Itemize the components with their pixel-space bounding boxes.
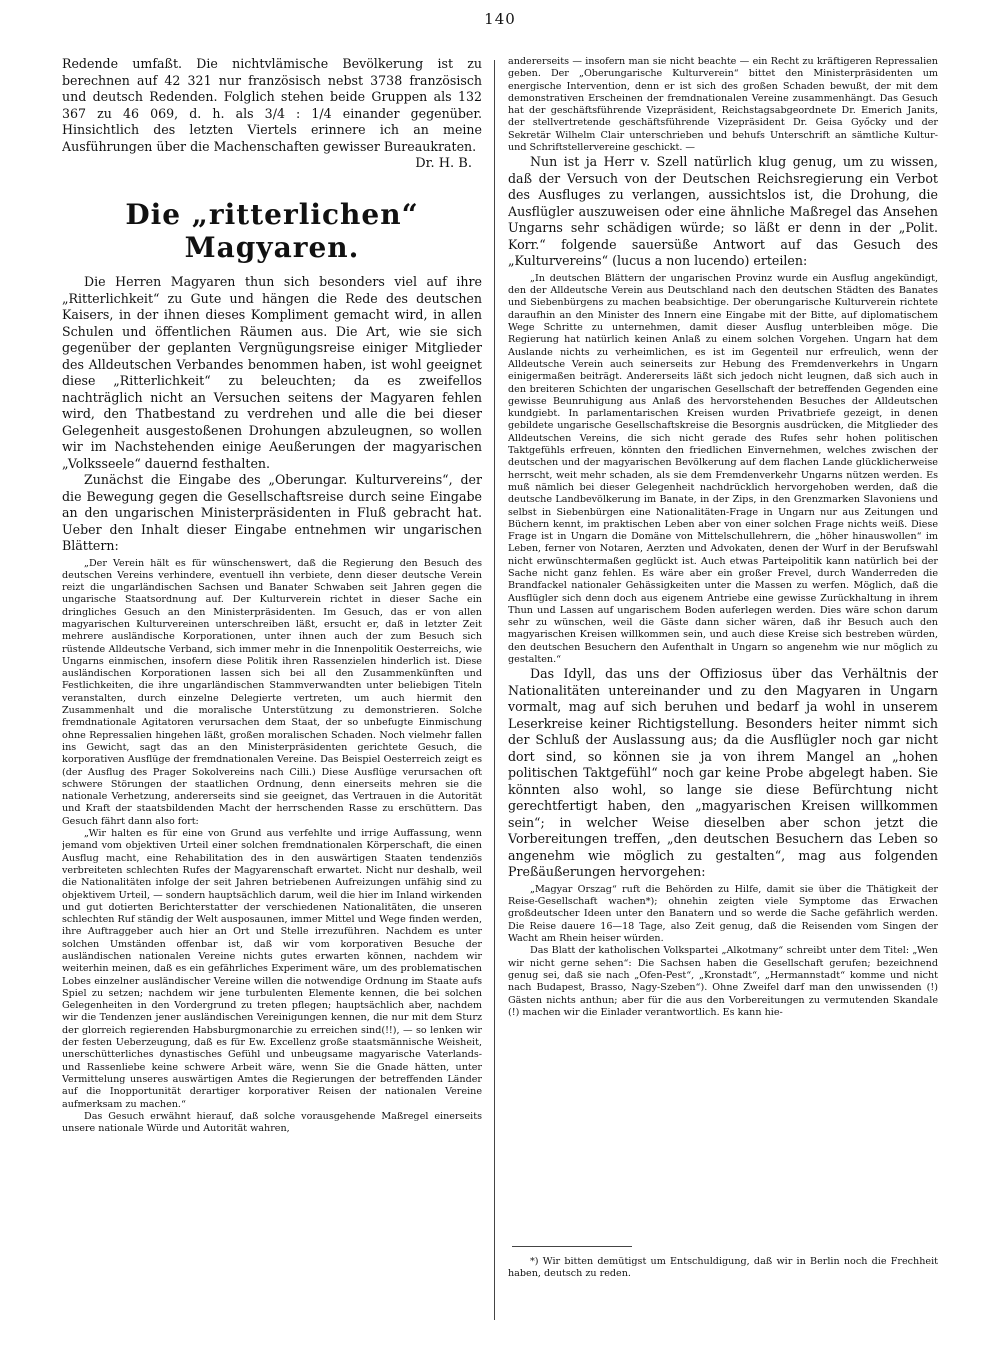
quote-2: „Wir halten es für eine von Grund aus verfehlte und irrige Auffassung, wenn jemand vom objektiven Urteil einer solchen fremdnationalen Körperschaft, die einen Ausflug macht, eine Rehabilitation des in den auswärtigen Staaten tendenziös verbreiteten schlechten Rufes der Magyarenschaft erwartet. Nicht nur deshalb, weil die Nationalitäten infolge der seit Jahren betriebenen Aufreizungen unfähig sind zu objektivem Urteil, — sondern hauptsächlich darum, weil die hier im Inland wirkenden und gut dotierten Berichterstatter der verschiedenen Nationalitäten, die unseren schlechten Ruf ständig der Welt ausposaunen, immer Mittel und Wege finden werden, ihre Auftraggeber auch hier an Ort und Stelle irrezuführen. Nachdem es unter solchen Umständen offenbar ist, daß wir vom korporativen Besuche der ausländischen nationalen Vereine nichts gutes erwarten können, nachdem wir weiterhin meinen, daß es ein gefährliches Experiment wäre, um des problematischen Lobes einzelner ausländischer Vereine willen die notwendige Ordnung im Staate aufs Spiel zu setzen; nachdem wir jene turbulenten Elemente kennen, die bei solchen Gelegenheiten in den Vordergrund zu treten pflegen; hauptsächlich aber, nachdem wir die Tendenzen jener ausländischen Vereinigungen kennen, die nur mit dem Sturz der glorreich regierenden Habsburgmonarchie zu erreichen sind(!!), — so lenken wir der festen Ueberzeugung, daß es für Ew. Excellenz große staatsmännische Weisheit, unerschütterliches dynastisches Gefühl und unbeugsame magyarische Vaterlands- und Rassenliebe keine schwere Arbeit wäre, wenn Sie die Gnade hätten, unter Vermittelung unseres auswärtigen Amtes die Regierungen der betreffenden Länder auf die Inopportunität derartiger korporativer Reisen der nationalen Vereine aufmerksam zu machen.“	[62, 828, 482, 1110]
quote-3: „In deutschen Blättern der ungarischen Provinz wurde ein Ausflug angekündigt, den der Alldeutsche Verein aus Deutschland nach den deutschen Städten des Banates und Siebenbürgens zu machen beabsichtige. Der oberungarische Kulturverein richtete daraufhin an den Minister des Innern eine Eingabe mit der Bitte, auf diplomatischem Wege Schritte zu unternehmen, damit dieser Ausflug unterbleiben möge. Die Regierung hat natürlich keinen Anlaß zu einem solchen Vorgehen. Ungarn hat dem Auslande nichts zu verheimlichen, es ist im Gegenteil nur erfreulich, wenn der Alldeutsche Verein auch seinerseits zur Hebung des Fremdenverkehrs in Ungarn einigermaßen beiträgt. Andererseits läßt sich jedoch nicht leugnen, daß sich auch in den breiteren Schichten der ungarischen Gesellschaft der betreffenden Gegenden eine gewisse Beunruhigung aus Anlaß des hervorstehenden Besuches der Alldeutschen kundgiebt. In parlamentarischen Kreisen wurden Privatbriefe gezeigt, in denen gebildete ungarische Gesellschaftskreise die Besorgnis ausdrücken, die Mitglieder des Alldeutschen Vereins, die sich nicht gerade des Rufes sehr hohen politischen Taktgefühls erfreuen, könnten den friedlichen Einvernehmen, welches zwischen der deutschen und der magyarischen Bevölkerung auf dem flachen Lande glücklicherweise herrscht, weit mehr schaden, als sie dem Fremdenverkehr Ungarns nützen werden. Es muß nämlich bei dieser Gelegenheit nachdrücklich hervorgehoben werden, daß die deutsche Landbevölkerung im Banate, in der Zips, in den Grenzmarken Slavoniens und selbst in Siebenbürgen eine Nationalitäten-Frage in Ungarn nur aus Zeitungen und Büchern kennt, im praktischen Leben aber von einer solchen Frage nichts weiß. Diese Frage ist in Ungarn die Domäne von Mittelschullehrern, die „höher hinauswollen“ im Leben, ferner von Notaren, Aerzten und Advokaten, denen der Wurf in der Berufswahl nicht erwünschtermaßen geglückt ist. Auch etwas Parteipolitik kann natürlich bei der Sache nicht ganz fehlen. Es wäre aber ein großer Frevel, durch Wanderreden die Brandfackel nationaler Gehässigkeiten unter die Massen zu werfen. Möglich, daß die Ausflügler sich denn doch aus eigenem Antriebe eine gewisse Zurückhaltung in ihrem Thun und Lassen auf ungarischem Boden auferlegen werden. Dies wäre schon darum sehr zu wünschen, weil die Gäste dann sicher wären, daß ihr Besuch auch den magyarischen Kreisen willkommen sein, und auch diese Kreise sich bestreben würden, den deutschen Besuchern den Aufenthalt in Ungarn so angenehm wie nur möglich zu gestalten.“	[508, 272, 938, 666]
paragraph-1: Die Herren Magyaren thun sich besonders viel auf ihre „Ritterlichkeit“ zu Gute und hängen die Rede des deutschen Kaisers, in der ihnen dieses Kompliment gemacht wird, in allen Schulen und öffentlichen Räumen aus. Die Art, wie sie sich gegenüber der geplanten Vergnügungsreise einiger Mitglieder des Alldeutschen Verbandes benommen haben, ist wohl geeignet diese „Ritterlichkeit“ zu beleuchten; da es zweifellos nachträglich nicht an Versuchen seitens der Magyaren fehlen wird, den Thatbestand zu verdrehen und alle die bei dieser Gelegenheit ausgestoßenen Drohungen abzuleugnen, so wollen wir im Nachstehenden einige Aeußerungen der magyarischen „Volksseele“ dauernd festhalten.	[62, 274, 482, 471]
intro-paragraph: Redende umfaßt. Die nichtvlämische Bevölkerung ist zu berechnen auf 42 321 nur französisch nebst 3738 französisch und deutsch Redenden. Folglich stehen beide Gruppen als 132 367 zu 46 069, d. h. als 3/4 : 1/4 einander gegenüber. Hinsichtlich des letzten Viertels erinnere ich an meine Ausführungen über die Machenschaften gewisser Bureaukraten.	[62, 56, 482, 154]
footnote: *) Wir bitten demütigst um Entschuldigung, daß wir in Berlin noch die Frechheit haben, deutsch zu reden.	[508, 1256, 938, 1280]
continuation-paragraph: andererseits — insofern man sie nicht beachte — ein Recht zu kräftigeren Repressalien geben. Der „Oberungarische Kulturverein“ bittet den Ministerpräsidenten um energische Intervention, denn er ist sich des großen Schaden bewußt, der mit dem demonstrativen Erscheinen der fremdnationalen Vereine zusammenhängt. Das Gesuch hat der geschäftsführende Vizepräsident, Reichstagsabgeordnete Dr. Emerich Janits, der stellvertretende geschäftsführende Vizepräsident Dr. Geisa Győcky und der Sekretär Wilhelm Clair unterschrieben und behufs Unterschrift an sämtliche Kultur- und Schriftstellervereine geschickt. —	[508, 56, 938, 154]
left-column	[62, 56, 482, 1316]
quote-1: „Der Verein hält es für wünschenswert, daß die Regierung den Besuch des deutschen Vereins verhindere, eventuell ihn verbiete, denn dieser deutsche Verein reizt die ungarländischen Sachsen und Banater Schwaben seit Jahren gegen die ungarische Staatsordnung auf. Der Kulturverein richtet in dieser Sache ein dringliches Gesuch an den Ministerpräsidenten. Im Gesuch, das er von allen magyarischen Kulturvereinen unterschreiben läßt, ersucht er, daß in letzter Zeit mehrere ausländische Korporationen, unter ihnen auch der zum Besuch sich rüstende Alldeutsche Verband, sich immer mehr in die Innenpolitik Oesterreichs, wie Ungarns einmischen, insofern diese Politik ihren Rassenzielen hinderlich ist. Diese ausländischen Korporationen lassen sich bei all den Zusammenkünften und Festlichkeiten, die ihre ungarländischen Stammverwandten unter beliebigen Titeln veranstalten, durch einzelne Delegierte vertreten, um auch hiermit den Zusammenhalt und die moralische Unterstützung zu demonstrieren. Solche fremdnationale Agitatoren verursachen dem Staat, der so unbefugte Einmischung ohne Repressalien hingehen läßt, großen moralischen Schaden. Noch vielmehr fallen ins Gewicht, sagt das an den Ministerpräsidenten gerichtete Gesuch, die korporativen Ausflüge der fremdnationalen Vereine. Das Beispiel Oesterreich zeigt es (der Ausflug des Prager Sokolvereins nach Cilli.) Diese Ausflüge verursachen oft schwere Störungen der staatlichen Ordnung, denn einerseits mehren sie die nationale Verhetzung, andererseits sind sie geeignet, das Vertrauen in die Autorität und Kraft der staatsbildenden Macht der herrschenden Rasse zu erschüttern. Das Gesuch fährt dann also fort:	[62, 557, 482, 827]
article-headline: Die „ritterlichen“ Magyaren.	[125, 198, 419, 264]
paragraph-4: Das Idyll, das uns der Offiziosus über das Verhältnis der Nationalitäten untereinander und zu den Magyaren in Ungarn vormalt, mag auf sich beruhen und bedarf ja wohl in unserem Leserkreise keiner Richtigstellung. Besonders heiter nimmt sich der Schluß der Auslassung aus; da die Ausflügler noch gar nicht dort sind, so können sie ja von ihrem Mangel an „hohen politischen Taktgefühl“ noch gar keine Probe abgelegt haben. Sie könnten also wohl, so lange sie diese Befürchtung nicht gerechtfertigt haben, den „magyarischen Kreisen willkommen sein“; in welcher Weise dieselben aber schon jetzt die Vorbereitungen treffen, „den deutschen Besuchern das Leben so angenehm wie möglich zu gestalten“, mag aus folgenden Preßäußerungen hervorgehen:	[508, 666, 938, 880]
page-number: 140	[484, 10, 516, 28]
paragraph-3: Nun ist ja Herr v. Szell natürlich klug genug, um zu wissen, daß der Versuch von der Deutschen Reichsregierung ein Verbot des Ausfluges zu verlangen, aussichtslos ist, die Drohung, die Ausflügler auszuweisen oder eine ähnliche Maßregel das Ansehen Ungarns sehr schädigen würde; so läßt er denn in der „Polit. Korr.“ folgende sauersüße Antwort auf das Gesuch des „Kulturvereins“ (lucus a non lucendo) erteilen:	[508, 154, 938, 269]
footnote-rule	[512, 1246, 632, 1247]
right-column	[508, 56, 938, 1316]
closing-paragraph: Das Gesuch erwähnt hierauf, daß solche vorausgehende Maßregel einerseits unsere nationale Würde und Autorität wahren,	[62, 1110, 482, 1135]
column-divider	[494, 60, 495, 1320]
paragraph-2: Zunächst die Eingabe des „Oberungar. Kulturvereins“, der die Bewegung gegen die Gesellschaftsreise durch seine Eingabe an den ungarischen Ministerpräsidenten in Fluß gebracht hat. Ueber den Inhalt dieser Eingabe entnehmen wir ungarischen Blättern:	[62, 472, 482, 553]
intro-signature: Dr. H. B.	[415, 156, 472, 171]
quote-5: Das Blatt der katholischen Volkspartei „Alkotmany“ schreibt unter dem Titel: „Wen wir nicht gerne sehen“: Die Sachsen haben die Gesellschaft gerufen; bezeichnend genug sei, daß sie nach „Ofen-Pest“, „Kronstadt“, „Hermannstadt“ komme und nicht nach Budapest, Brasso, Nagy-Szeben“). Ohne Zweifel darf man den unwissenden (!) Gästen nichts anthun; aber für die aus den Vorbereitungen zu vermutenden Skandale (!) machen wir die Einlader verantwortlich. Es kann hie-	[508, 945, 938, 1018]
quote-4: „Magyar Orszag“ ruft die Behörden zu Hilfe, damit sie über die Thätigkeit der Reise-Gesellschaft wachen*); ohnehin zeigten viele Symptome das Erwachen großdeutscher Ideen unter den Banatern und so werde die Sache gefährlich werden. Die Reise dauere 16—18 Tage, also Zeit genug, daß die Reisenden vom Singen der Wacht am Rhein heiser würden.	[508, 883, 938, 945]
